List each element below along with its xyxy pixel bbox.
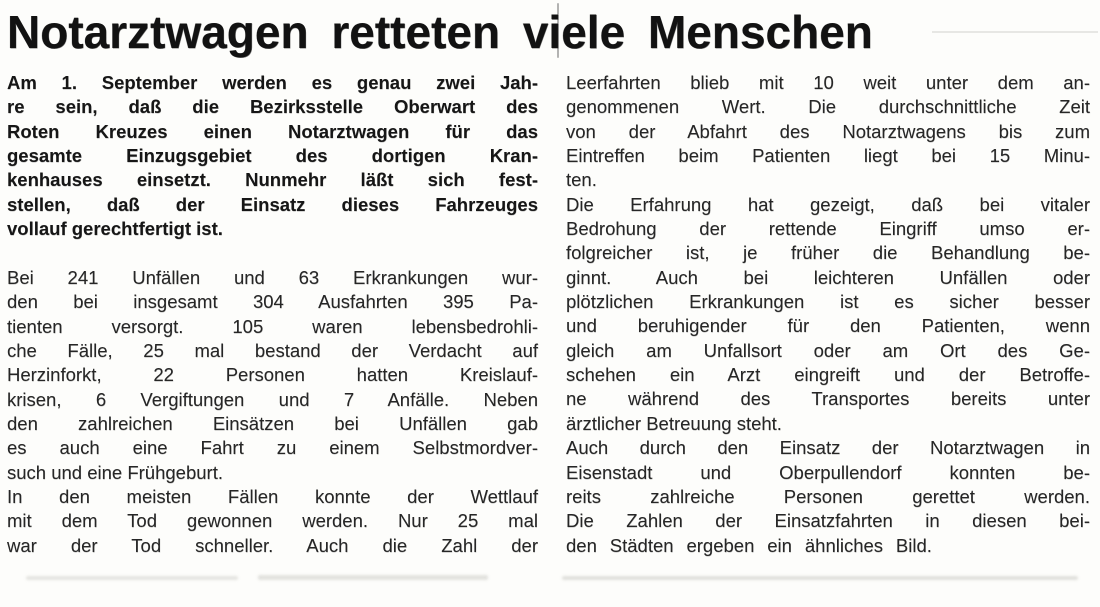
text-line: In den meisten Fällen konnte der Wettlauf xyxy=(7,486,538,507)
text-line: Bedrohung der rettende Eingriff umso er- xyxy=(566,218,1090,240)
einsatz-paragraph xyxy=(566,436,1090,558)
left-column xyxy=(7,71,538,558)
text-line: ärztlicher Betreuung steht. xyxy=(566,412,782,434)
text-line: folgreicher ist, je früher die Behandlung be- xyxy=(566,242,1090,264)
text-line: war der Tod schneller. Auch die Zahl der xyxy=(7,534,538,556)
leerfahrten-paragraph xyxy=(566,71,1090,193)
text-line: che Fälle, 25 mal bestand der Verdacht auf xyxy=(7,339,538,361)
text-line: Auch durch den Einsatz der Notarztwagen in xyxy=(566,437,1090,459)
text-line: ten. xyxy=(566,169,597,191)
text-line: den zahlreichen Einsätzen bei Unfällen gab xyxy=(7,412,538,434)
text-line: Am 1. September werden es genau zwei Jah- xyxy=(7,72,538,93)
text-line: such und eine Frühgeburt. xyxy=(7,461,223,483)
text-line: Die Erfahrung hat gezeigt, daß bei vitaler xyxy=(566,193,1090,215)
text-line: krisen, 6 Vergiftungen und 7 Anfälle. Neben xyxy=(7,388,538,410)
text-line: Eintreffen beim Patienten liegt bei 15 Minu- xyxy=(566,145,1090,167)
scan-smudge-artifact xyxy=(26,576,238,580)
statistics-paragraph xyxy=(7,266,538,485)
text-line: vollauf gerechtfertigt ist. xyxy=(7,218,223,240)
text-line: Eisenstadt und Oberpullendorf konnten be- xyxy=(566,461,1090,483)
text-line: es auch eine Fahrt zu einem Selbstmordver- xyxy=(7,437,538,459)
text-line: mit dem Tod gewonnen werden. Nur 25 mal xyxy=(7,510,538,532)
text-line: tienten versorgt. 105 waren lebensbedrohli- xyxy=(7,315,538,337)
text-line: stellen, daß der Einsatz dieses Fahrzeuges xyxy=(7,193,538,215)
right-column xyxy=(566,71,1090,558)
text-line: Leerfahrten blieb mit 10 weit unter dem an- xyxy=(566,72,1090,93)
text-line: gleich am Unfallsort oder am Ort des Ge- xyxy=(566,339,1090,361)
text-line: den bei insgesamt 304 Ausfahrten 395 Pa- xyxy=(7,291,538,313)
text-line: plötzlichen Erkrankungen ist es sicher besser xyxy=(566,291,1090,313)
scan-scratch-artifact xyxy=(932,31,1098,33)
text-line: schehen ein Arzt eingreift und der Betroffe- xyxy=(566,364,1090,386)
text-line: re sein, daß die Bezirksstelle Oberwart des xyxy=(7,96,538,118)
article-headline: Notarztwagen retteten viele Menschen xyxy=(7,6,873,58)
text-line: Bei 241 Unfällen und 63 Erkrankungen wur- xyxy=(7,266,538,288)
text-line: ginnt. Auch bei leichteren Unfällen oder xyxy=(566,266,1090,288)
text-line: gesamte Einzugsgebiet des dortigen Kran- xyxy=(7,145,538,167)
text-line: Herzinforkt, 22 Personen hatten Kreislauf- xyxy=(7,364,538,386)
scan-smudge-artifact xyxy=(562,576,1078,580)
text-line: den Städten ergeben ein ähnliches Bild. xyxy=(566,534,932,556)
text-line: Roten Kreuzes einen Notarztwagen für das xyxy=(7,120,538,142)
text-line: ne während des Transportes bereits unter xyxy=(566,388,1090,410)
text-line: kenhauses einsetzt. Nunmehr läßt sich fest- xyxy=(7,169,538,191)
erfahrung-paragraph xyxy=(566,193,1090,436)
wettlauf-paragraph xyxy=(7,485,538,558)
text-line: von der Abfahrt des Notarztwagens bis zum xyxy=(566,120,1090,142)
text-line: Die Zahlen der Einsatzfahrten in diesen bei- xyxy=(566,510,1090,532)
scan-smudge-artifact xyxy=(258,575,488,580)
lead-paragraph xyxy=(7,71,538,241)
text-line: genommenen Wert. Die durchschnittliche Zeit xyxy=(566,96,1090,118)
text-line: reits zahlreiche Personen gerettet werden. xyxy=(566,485,1090,507)
text-line: und beruhigender für den Patienten, wenn xyxy=(566,315,1090,337)
